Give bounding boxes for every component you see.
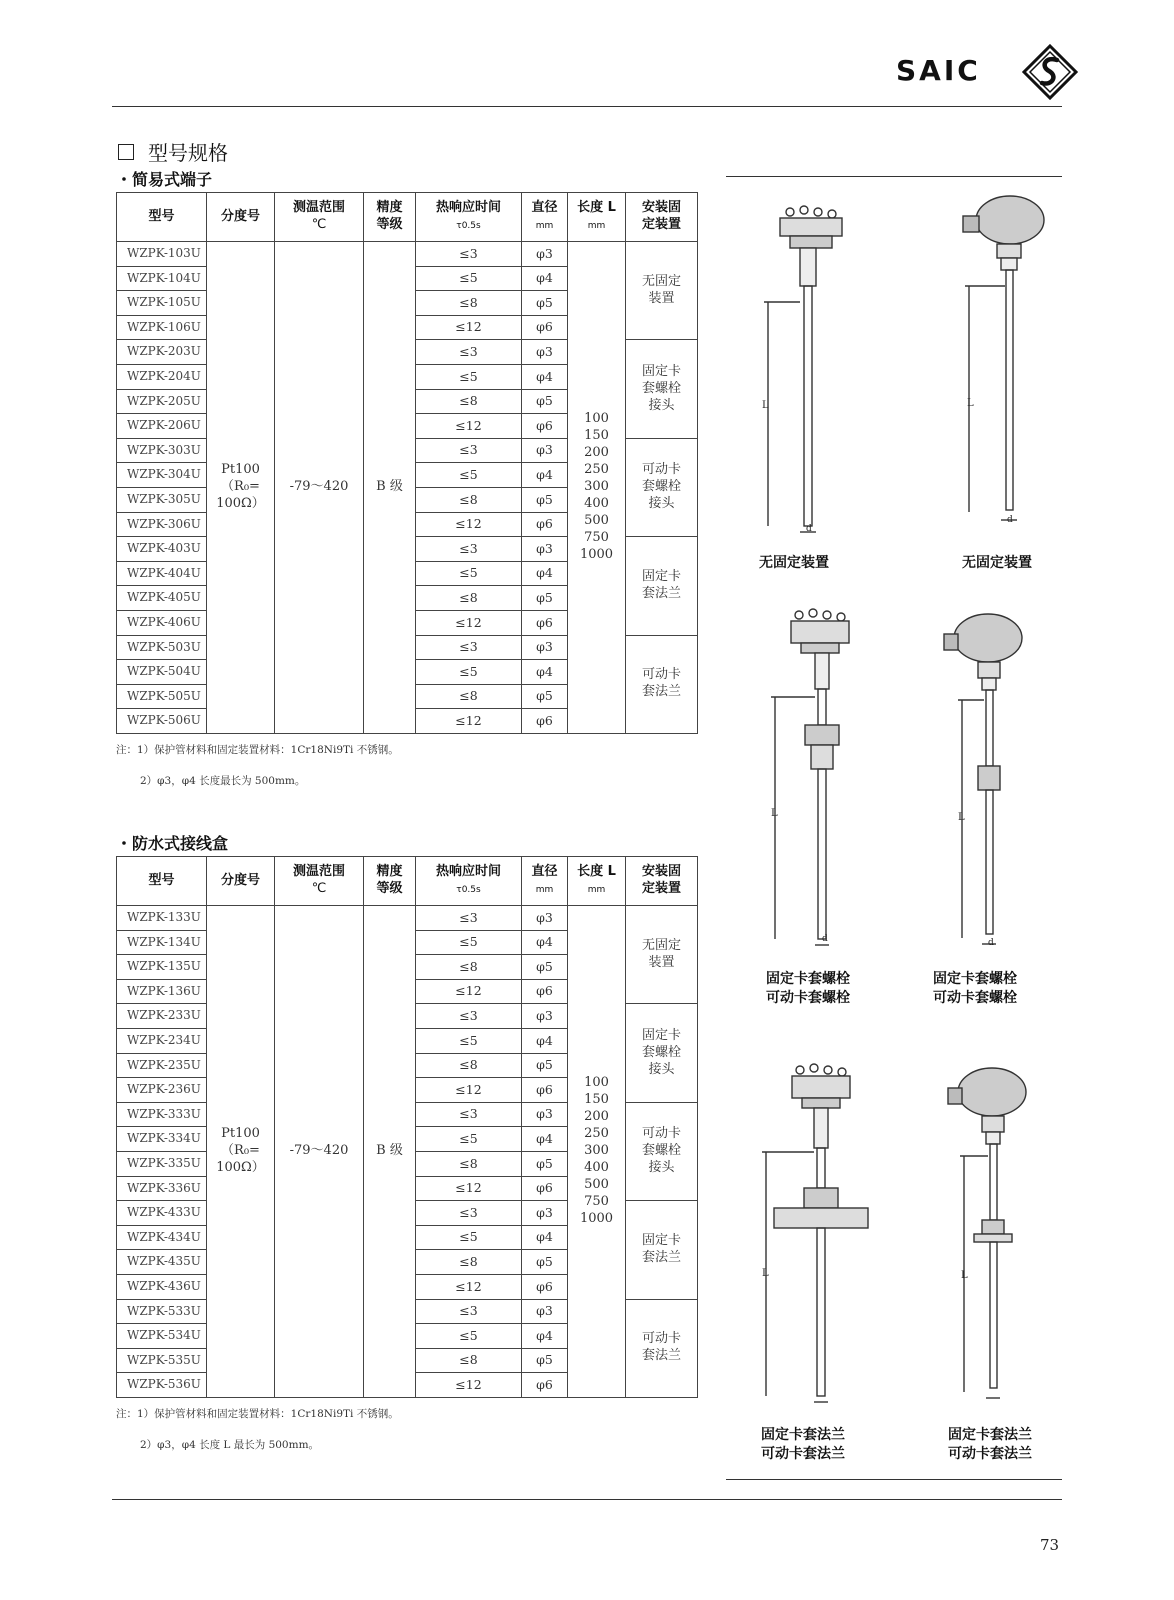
response-cell: ≤12 xyxy=(416,1274,522,1299)
model-cell: WZPK-104U xyxy=(117,266,207,291)
model-cell: WZPK-303U xyxy=(117,438,207,463)
dim-L-4: L xyxy=(958,812,965,823)
length-cell: 100 150 200 250 300 400 500 750 1000 xyxy=(568,242,626,734)
header-rule xyxy=(112,106,1062,107)
response-cell: ≤3 xyxy=(416,635,522,660)
diameter-cell: φ6 xyxy=(522,512,568,537)
model-cell: WZPK-136U xyxy=(117,979,207,1004)
response-cell: ≤5 xyxy=(416,463,522,488)
model-cell: WZPK-204U xyxy=(117,364,207,389)
figure-bottom-rule xyxy=(726,1479,1062,1480)
header-accuracy: 精度 等级 xyxy=(364,193,416,242)
dim-L-6: L xyxy=(961,1270,968,1281)
diameter-cell: φ3 xyxy=(522,1299,568,1324)
mount-cell: 无固定 装置 xyxy=(626,906,698,1004)
diameter-cell: φ5 xyxy=(522,1250,568,1275)
model-cell: WZPK-103U xyxy=(117,242,207,267)
header-range: 测温范围 ℃ xyxy=(275,857,364,906)
thermometer-simple-terminal-illustration xyxy=(760,190,860,540)
thermometer-waterproof-box-illustration xyxy=(955,190,1065,540)
table-header-row xyxy=(117,193,698,242)
dim-d-3: d xyxy=(822,934,828,944)
thermometer-box-flange-illustration xyxy=(940,1062,1050,1407)
model-cell: WZPK-534U xyxy=(117,1324,207,1349)
model-cell: WZPK-333U xyxy=(117,1102,207,1127)
diameter-cell: φ4 xyxy=(522,930,568,955)
model-cell: WZPK-133U xyxy=(117,906,207,931)
model-cell: WZPK-403U xyxy=(117,537,207,562)
response-cell: ≤3 xyxy=(416,1004,522,1029)
page-number: 73 xyxy=(1040,1536,1060,1554)
diameter-cell: φ6 xyxy=(522,315,568,340)
dim-d-4: d xyxy=(988,938,994,948)
header-range: 测温范围 ℃ xyxy=(275,193,364,242)
thermometer-terminal-flange-illustration xyxy=(760,1058,870,1408)
response-cell: ≤5 xyxy=(416,561,522,586)
model-cell: WZPK-105U xyxy=(117,291,207,316)
division-cell: Pt100 （R₀= 100Ω） xyxy=(207,242,275,734)
caption-fig-5: 固定卡套法兰 可动卡套法兰 xyxy=(761,1427,845,1462)
response-cell: ≤12 xyxy=(416,709,522,734)
diameter-cell: φ5 xyxy=(522,586,568,611)
response-cell: ≤5 xyxy=(416,930,522,955)
diameter-cell: φ5 xyxy=(522,487,568,512)
thermometer-terminal-ferrule-illustration xyxy=(765,605,865,955)
model-cell: WZPK-203U xyxy=(117,340,207,365)
table-row xyxy=(117,906,698,931)
response-cell: ≤3 xyxy=(416,537,522,562)
model-cell: WZPK-506U xyxy=(117,709,207,734)
response-cell: ≤8 xyxy=(416,1250,522,1275)
response-cell: ≤8 xyxy=(416,1053,522,1078)
footer-rule xyxy=(112,1499,1062,1500)
mount-cell: 可动卡 套螺栓 接头 xyxy=(626,438,698,536)
header-response: 热响应时间 τ0.5s xyxy=(416,193,522,242)
response-cell: ≤5 xyxy=(416,266,522,291)
dim-L-2: L xyxy=(967,398,974,409)
diameter-cell: φ5 xyxy=(522,1348,568,1373)
table-header-row xyxy=(117,857,698,906)
diameter-cell: φ6 xyxy=(522,1373,568,1398)
model-cell: WZPK-533U xyxy=(117,1299,207,1324)
response-cell: ≤8 xyxy=(416,1151,522,1176)
header-diameter: 直径 mm xyxy=(522,193,568,242)
table1-note-2: 2）φ3，φ4 长度最长为 500mm。 xyxy=(140,775,306,787)
diameter-cell: φ5 xyxy=(522,955,568,980)
brand-name: SAIC xyxy=(896,54,981,87)
accuracy-cell: B 级 xyxy=(364,242,416,734)
response-cell: ≤12 xyxy=(416,979,522,1004)
model-cell: WZPK-335U xyxy=(117,1151,207,1176)
response-cell: ≤5 xyxy=(416,1225,522,1250)
model-cell: WZPK-304U xyxy=(117,463,207,488)
table2-title: ・防水式接线盒 xyxy=(116,834,229,853)
response-cell: ≤5 xyxy=(416,660,522,685)
dim-d-2: d xyxy=(1007,515,1013,525)
model-cell: WZPK-433U xyxy=(117,1201,207,1226)
mount-cell: 可动卡 套法兰 xyxy=(626,635,698,733)
diameter-cell: φ3 xyxy=(522,438,568,463)
response-cell: ≤5 xyxy=(416,364,522,389)
diameter-cell: φ3 xyxy=(522,340,568,365)
response-cell: ≤12 xyxy=(416,610,522,635)
response-cell: ≤12 xyxy=(416,1373,522,1398)
diameter-cell: φ3 xyxy=(522,1004,568,1029)
header-mount: 安装固 定装置 xyxy=(626,857,698,906)
header-diameter: 直径 mm xyxy=(522,857,568,906)
response-cell: ≤8 xyxy=(416,684,522,709)
range-cell: -79～420 xyxy=(275,242,364,734)
response-cell: ≤8 xyxy=(416,487,522,512)
mount-cell: 固定卡 套法兰 xyxy=(626,537,698,635)
diameter-cell: φ5 xyxy=(522,1053,568,1078)
mount-cell: 无固定 装置 xyxy=(626,242,698,340)
header-division: 分度号 xyxy=(207,193,275,242)
accuracy-cell: B 级 xyxy=(364,906,416,1398)
diameter-cell: φ4 xyxy=(522,1324,568,1349)
mount-cell: 可动卡 套法兰 xyxy=(626,1299,698,1397)
response-cell: ≤3 xyxy=(416,438,522,463)
length-cell: 100 150 200 250 300 400 500 750 1000 xyxy=(568,906,626,1398)
table2-note-1: 注：1）保护管材料和固定装置材料：1Cr18Ni9Ti 不锈钢。 xyxy=(116,1408,399,1420)
response-cell: ≤5 xyxy=(416,1028,522,1053)
diameter-cell: φ4 xyxy=(522,1225,568,1250)
response-cell: ≤3 xyxy=(416,340,522,365)
diameter-cell: φ4 xyxy=(522,561,568,586)
range-cell: -79～420 xyxy=(275,906,364,1398)
diameter-cell: φ4 xyxy=(522,364,568,389)
diameter-cell: φ4 xyxy=(522,266,568,291)
diameter-cell: φ6 xyxy=(522,709,568,734)
model-cell: WZPK-305U xyxy=(117,487,207,512)
diameter-cell: φ3 xyxy=(522,1102,568,1127)
diameter-cell: φ6 xyxy=(522,1274,568,1299)
header-division: 分度号 xyxy=(207,857,275,906)
model-cell: WZPK-306U xyxy=(117,512,207,537)
thermometer-box-ferrule-illustration xyxy=(940,610,1050,955)
header-model: 型号 xyxy=(117,193,207,242)
caption-fig-6: 固定卡套法兰 可动卡套法兰 xyxy=(948,1427,1032,1462)
caption-fig-4: 固定卡套螺栓 可动卡套螺栓 xyxy=(933,971,1017,1006)
diameter-cell: φ6 xyxy=(522,610,568,635)
model-cell: WZPK-235U xyxy=(117,1053,207,1078)
header-response: 热响应时间 τ0.5s xyxy=(416,857,522,906)
response-cell: ≤12 xyxy=(416,1078,522,1103)
response-cell: ≤12 xyxy=(416,512,522,537)
dim-L-5: L xyxy=(762,1268,769,1279)
dim-L-3: L xyxy=(771,808,778,819)
header-length: 长度 L mm xyxy=(568,857,626,906)
model-cell: WZPK-106U xyxy=(117,315,207,340)
model-cell: WZPK-405U xyxy=(117,586,207,611)
header-model: 型号 xyxy=(117,857,207,906)
mount-cell: 固定卡 套螺栓 接头 xyxy=(626,340,698,438)
diameter-cell: φ3 xyxy=(522,242,568,267)
diameter-cell: φ6 xyxy=(522,414,568,439)
response-cell: ≤8 xyxy=(416,955,522,980)
diameter-cell: φ6 xyxy=(522,1078,568,1103)
model-cell: WZPK-135U xyxy=(117,955,207,980)
response-cell: ≤12 xyxy=(416,414,522,439)
diameter-cell: φ4 xyxy=(522,1028,568,1053)
model-cell: WZPK-436U xyxy=(117,1274,207,1299)
spec-table-waterproof-box xyxy=(116,856,698,1398)
diameter-cell: φ6 xyxy=(522,1176,568,1201)
table-row xyxy=(117,242,698,267)
diameter-cell: φ6 xyxy=(522,979,568,1004)
model-cell: WZPK-434U xyxy=(117,1225,207,1250)
diameter-cell: φ4 xyxy=(522,660,568,685)
caption-fig-3: 固定卡套螺栓 可动卡套螺栓 xyxy=(766,971,850,1006)
diameter-cell: φ3 xyxy=(522,1201,568,1226)
response-cell: ≤8 xyxy=(416,389,522,414)
diameter-cell: φ5 xyxy=(522,389,568,414)
caption-fig-2: 无固定装置 xyxy=(962,555,1032,571)
response-cell: ≤12 xyxy=(416,315,522,340)
saic-logo-icon xyxy=(1022,44,1078,100)
table2-note-2: 2）φ3，φ4 长度 L 最长为 500mm。 xyxy=(140,1439,320,1451)
division-cell: Pt100 （R₀= 100Ω） xyxy=(207,906,275,1398)
mount-cell: 可动卡 套螺栓 接头 xyxy=(626,1102,698,1200)
header-length: 长度 L mm xyxy=(568,193,626,242)
mount-cell: 固定卡 套法兰 xyxy=(626,1201,698,1299)
spec-table-simple-terminal xyxy=(116,192,698,734)
diameter-cell: φ3 xyxy=(522,537,568,562)
response-cell: ≤5 xyxy=(416,1127,522,1152)
model-cell: WZPK-406U xyxy=(117,610,207,635)
model-cell: WZPK-205U xyxy=(117,389,207,414)
response-cell: ≤5 xyxy=(416,1324,522,1349)
table1-note-1: 注：1）保护管材料和固定装置材料：1Cr18Ni9Ti 不锈钢。 xyxy=(116,744,399,756)
model-cell: WZPK-503U xyxy=(117,635,207,660)
response-cell: ≤8 xyxy=(416,586,522,611)
model-cell: WZPK-435U xyxy=(117,1250,207,1275)
response-cell: ≤12 xyxy=(416,1176,522,1201)
model-cell: WZPK-206U xyxy=(117,414,207,439)
model-cell: WZPK-504U xyxy=(117,660,207,685)
response-cell: ≤3 xyxy=(416,906,522,931)
diameter-cell: φ4 xyxy=(522,463,568,488)
diameter-cell: φ5 xyxy=(522,291,568,316)
model-cell: WZPK-134U xyxy=(117,930,207,955)
model-cell: WZPK-505U xyxy=(117,684,207,709)
section-title-text: 型号规格 xyxy=(148,141,228,165)
table1-title: ・简易式端子 xyxy=(116,170,213,189)
response-cell: ≤3 xyxy=(416,1299,522,1324)
checkbox-icon xyxy=(118,144,134,160)
section-title xyxy=(118,137,228,166)
diameter-cell: φ3 xyxy=(522,906,568,931)
header-mount: 安装固 定装置 xyxy=(626,193,698,242)
model-cell: WZPK-236U xyxy=(117,1078,207,1103)
model-cell: WZPK-334U xyxy=(117,1127,207,1152)
response-cell: ≤8 xyxy=(416,1348,522,1373)
diameter-cell: φ3 xyxy=(522,635,568,660)
model-cell: WZPK-336U xyxy=(117,1176,207,1201)
caption-fig-1: 无固定装置 xyxy=(759,555,829,571)
diameter-cell: φ5 xyxy=(522,1151,568,1176)
diameter-cell: φ4 xyxy=(522,1127,568,1152)
response-cell: ≤3 xyxy=(416,242,522,267)
model-cell: WZPK-234U xyxy=(117,1028,207,1053)
response-cell: ≤3 xyxy=(416,1201,522,1226)
model-cell: WZPK-535U xyxy=(117,1348,207,1373)
model-cell: WZPK-536U xyxy=(117,1373,207,1398)
response-cell: ≤8 xyxy=(416,291,522,316)
mount-cell: 固定卡 套螺栓 接头 xyxy=(626,1004,698,1102)
model-cell: WZPK-233U xyxy=(117,1004,207,1029)
header-accuracy: 精度 等级 xyxy=(364,857,416,906)
response-cell: ≤3 xyxy=(416,1102,522,1127)
dim-L-1: L xyxy=(762,400,769,411)
model-cell: WZPK-404U xyxy=(117,561,207,586)
dim-d-1: d xyxy=(806,524,812,534)
diameter-cell: φ5 xyxy=(522,684,568,709)
figure-top-rule xyxy=(726,176,1062,177)
